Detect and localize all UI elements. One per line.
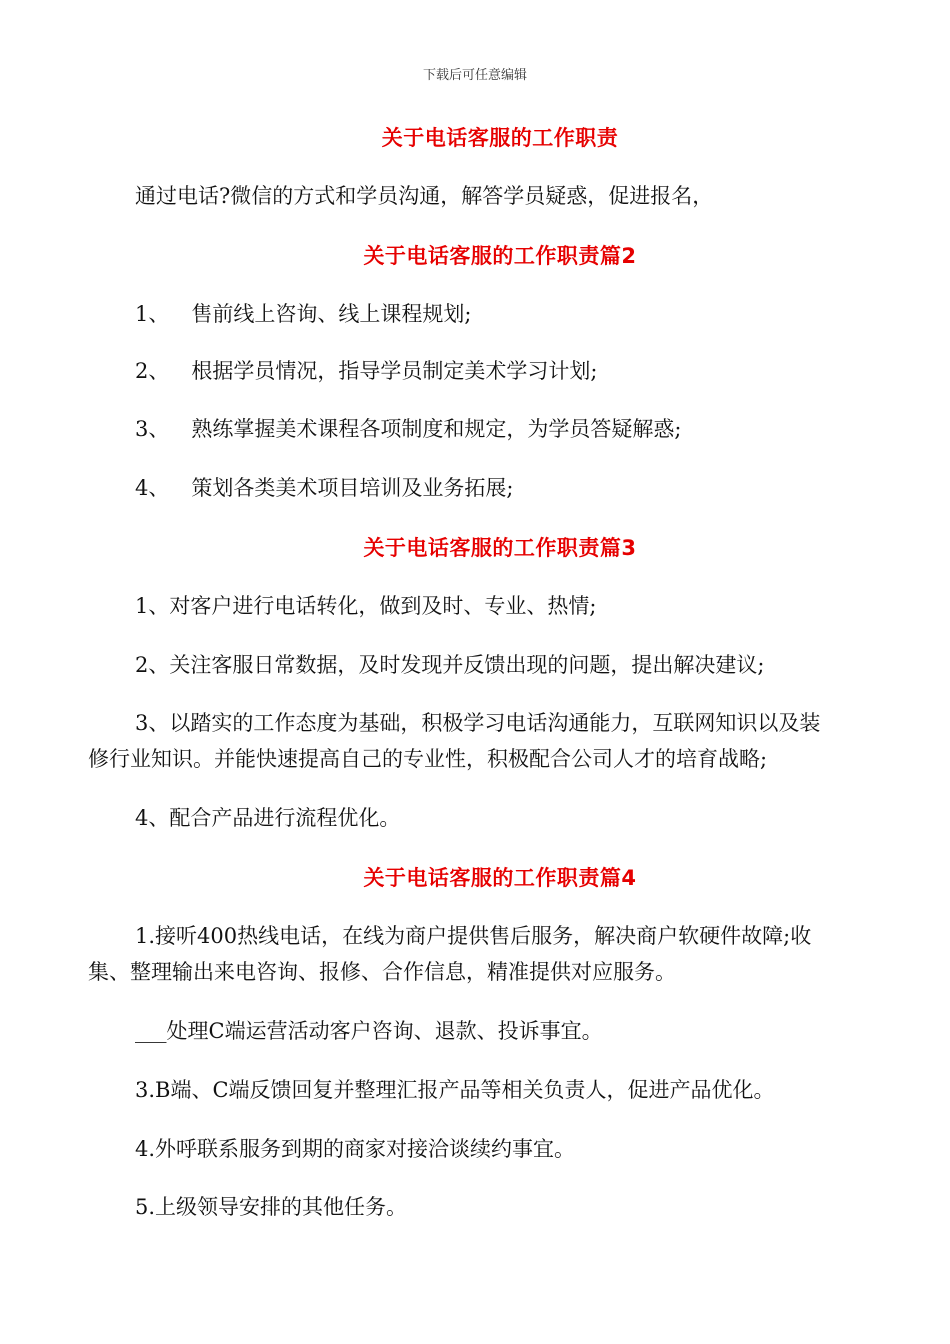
- header-note: 下载后可任意编辑: [422, 68, 527, 83]
- section3-item-4: 4、配合产品进行流程优化。: [135, 806, 401, 830]
- section2-item-4: [135, 470, 513, 506]
- item-number: 1、: [135, 302, 170, 326]
- item-text: 售前线上咨询、线上课程规划;: [191, 302, 472, 326]
- section4-item-4: 4.外呼联系服务到期的商家对接洽谈续约事宜。: [135, 1137, 576, 1161]
- document-title: 关于电话客服的工作职责: [381, 126, 619, 150]
- item-text: 策划各类美术项目培训及业务拓展;: [191, 476, 514, 500]
- section4-item-1-line2: 集、整理输出来电咨询、报修、合作信息，精准提供对应服务。: [88, 960, 676, 984]
- section3-item-3-line2: 修行业知识。并能快速提高自己的专业性，积极配合公司人才的培育战略;: [88, 747, 768, 771]
- intro-paragraph: 通过电话?微信的方式和学员沟通，解答学员疑惑，促进报名，: [135, 184, 714, 208]
- section2-item-2: [135, 353, 597, 389]
- section4-item-1-line1: 1.接听400热线电话，在线为商户提供售后服务，解决商户软硬件故障;收: [135, 924, 812, 948]
- section3-item-1: 1、对客户进行电话转化，做到及时、专业、热情;: [135, 594, 597, 618]
- section4-item-3: 3.B端、C端反馈回复并整理汇报产品等相关负责人，促进产品优化。: [135, 1078, 775, 1102]
- section4-item-2: ___处理C端运营活动客户咨询、退款、投诉事宜。: [135, 1019, 603, 1043]
- section3-heading: 关于电话客服的工作职责篇3: [363, 536, 637, 560]
- item-text: 根据学员情况，指导学员制定美术学习计划;: [191, 359, 598, 383]
- section4-item-5: 5.上级领导安排的其他任务。: [135, 1195, 408, 1219]
- section2-item-1: [135, 296, 471, 332]
- item-text: 熟练掌握美术课程各项制度和规定，为学员答疑解惑;: [191, 417, 682, 441]
- section3-item-2: 2、关注客服日常数据，及时发现并反馈出现的问题，提出解决建议;: [135, 653, 765, 677]
- item-number: 3、: [135, 417, 170, 441]
- item-number: 4、: [135, 476, 170, 500]
- item-number: 2、: [135, 359, 170, 383]
- section3-item-3-line1: 3、以踏实的工作态度为基础，积极学习电话沟通能力，互联网知识以及装: [135, 711, 821, 735]
- section4-heading: 关于电话客服的工作职责篇4: [363, 866, 637, 890]
- section2-heading: 关于电话客服的工作职责篇2: [363, 244, 637, 268]
- section2-item-3: [135, 411, 681, 447]
